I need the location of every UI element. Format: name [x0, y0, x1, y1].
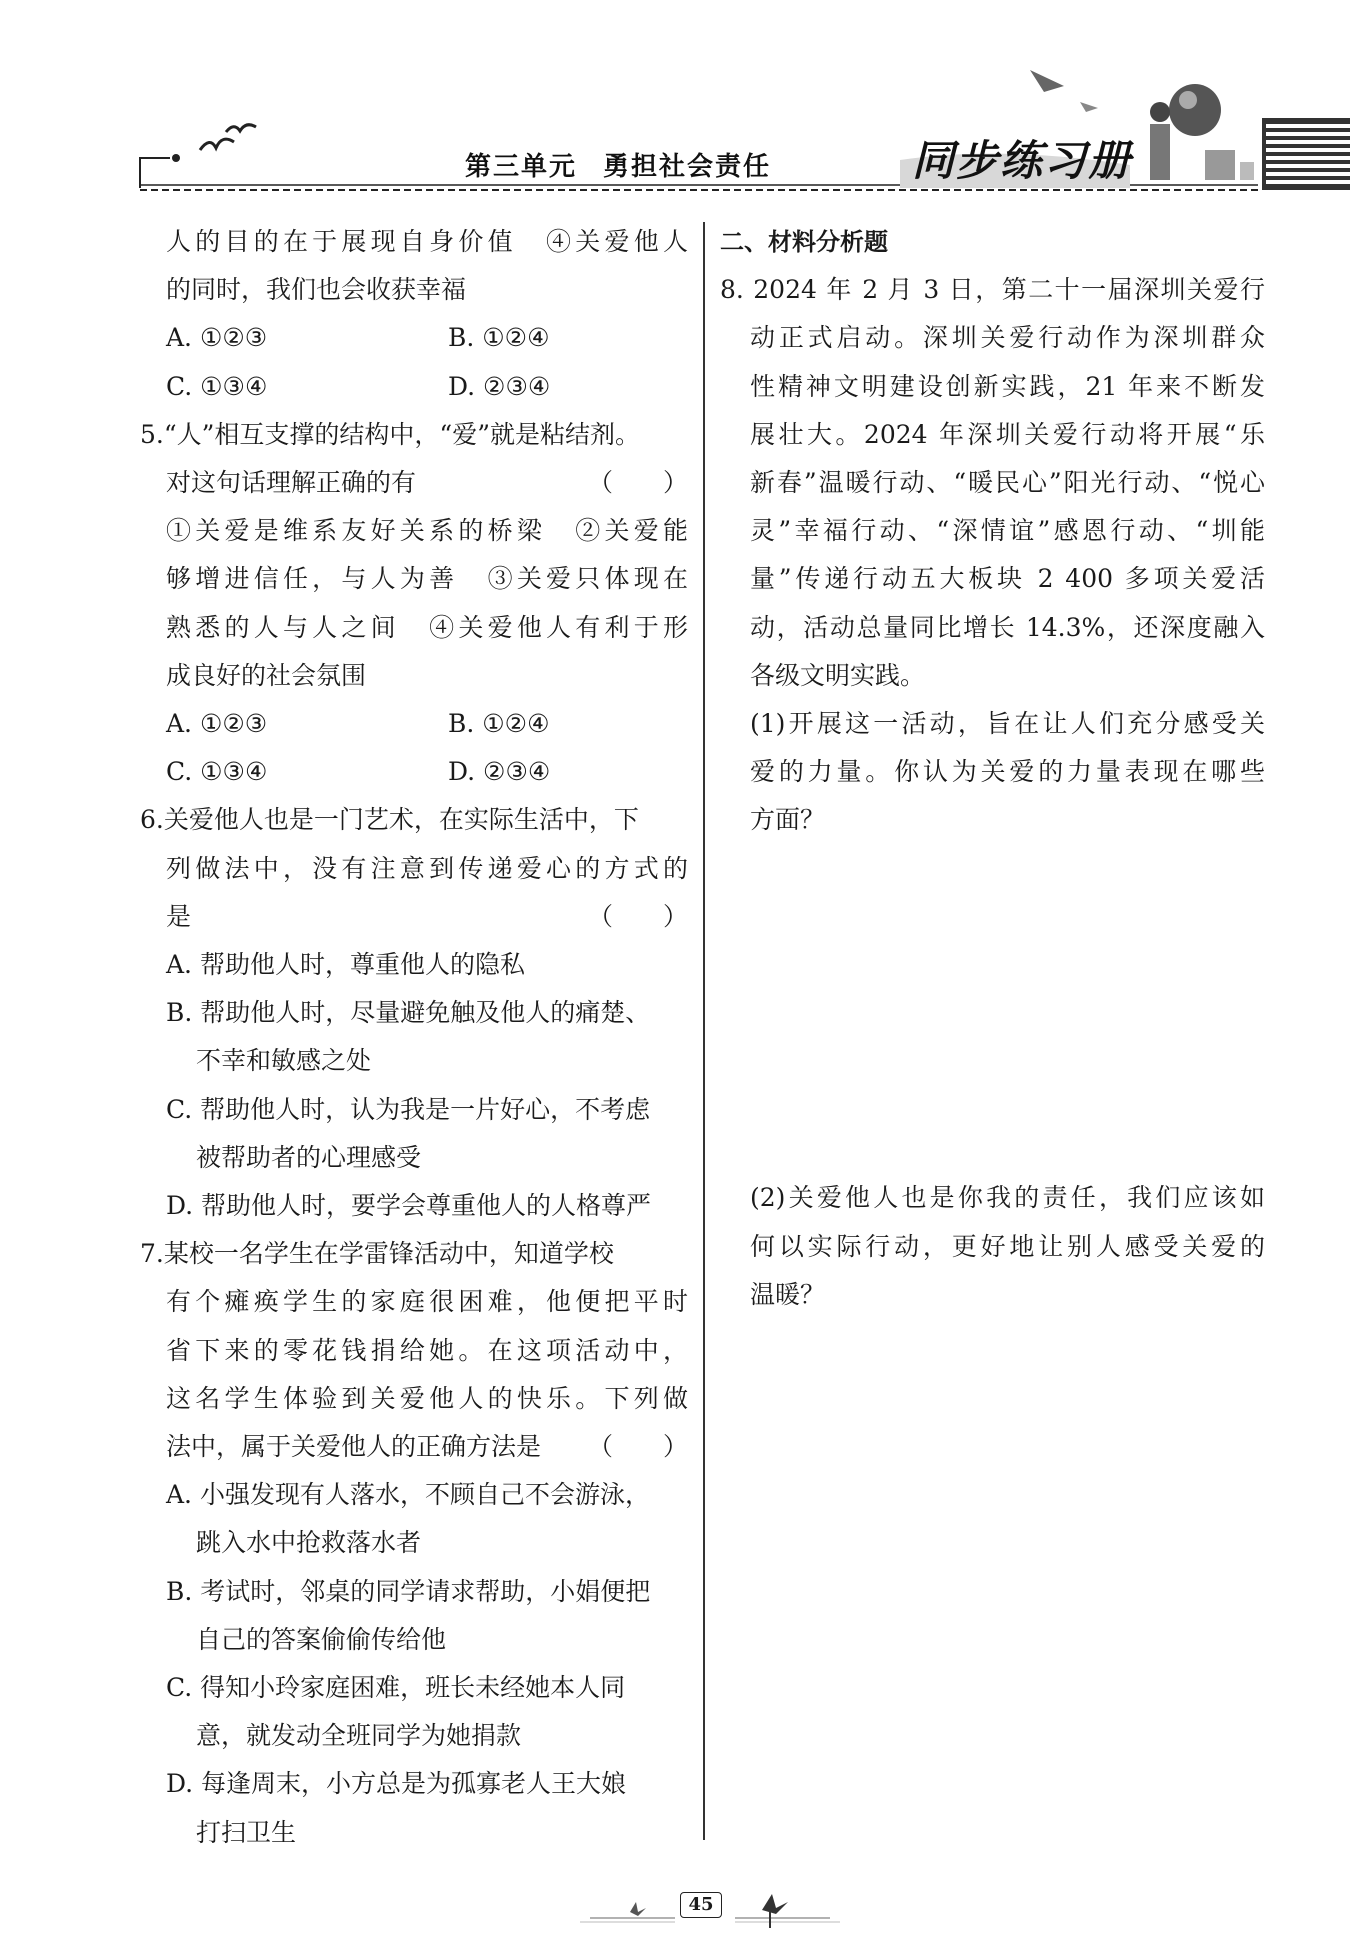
question-5-line: [166, 459, 688, 507]
option: C. 帮助他人时，认为我是一片好心，不考虑: [166, 1094, 651, 1124]
question-5-options: [166, 700, 688, 748]
page-footer: [570, 1882, 850, 1932]
option: B. ①②④: [448, 708, 550, 738]
question-7-text: 法中，属于关爱他人的正确方法是: [166, 1431, 542, 1461]
pinwheel-icon: [762, 1894, 788, 1914]
sub-question-1: 方面？: [750, 805, 826, 835]
globe-icon: [1169, 84, 1221, 136]
question-8-line: 新春”温暖行动、“暖民心”阳光行动、“悦心: [750, 467, 1265, 497]
option: A. ①②③: [166, 708, 268, 738]
brand-logo-text: 同步练习册: [912, 136, 1133, 185]
option: B. ①②④: [448, 323, 550, 353]
option: B. 考试时，邻桌的同学请求帮助，小娟便把: [166, 1576, 651, 1606]
unit-title: [465, 146, 771, 183]
question-4-line: 的同时，我们也会收获幸福: [166, 275, 467, 305]
question-5-line: 成良好的社会氛围: [166, 660, 367, 690]
question-8-line: 灵”幸福行动、“深情谊”感恩行动、“圳能: [750, 516, 1265, 546]
question-8-line: 性精神文明建设创新实践，21 年来不断发: [750, 371, 1265, 401]
sub-question-2: (2)关爱他人也是你我的责任，我们应该如: [750, 1183, 1265, 1213]
question-5-options: [166, 748, 688, 796]
question-5-line: 够增进信任，与人为善 ③关爱只体现在: [166, 564, 688, 594]
sub-question-1: 爱的力量。你认为关爱的力量表现在哪些: [750, 757, 1265, 787]
option: C. 得知小玲家庭困难，班长未经她本人同: [166, 1672, 626, 1702]
question-7-line: 省下来的零花钱捐给她。在这项活动中，: [166, 1335, 688, 1365]
answer-blank: （ ）: [587, 1431, 688, 1461]
paper-plane-icon: [1080, 102, 1098, 112]
question-5-line: ①关爱是维系友好关系的桥梁 ②关爱能: [166, 516, 688, 546]
sub-question-1: (1)开展这一活动，旨在让人们充分感受关: [750, 708, 1265, 738]
question-7-line: [166, 1423, 688, 1471]
question-8-line: 各级文明实践。: [750, 660, 926, 690]
unit-name: 勇担社会责任: [603, 152, 772, 182]
answer-blank: （ ）: [587, 468, 688, 497]
question-5-line: 熟悉的人与人之间 ④关爱他人有利于形: [166, 612, 688, 642]
option: 打扫卫生: [196, 1817, 297, 1847]
option: D. ②③④: [448, 757, 551, 787]
answer-blank: （ ）: [587, 901, 688, 931]
question-4-options: [166, 314, 688, 362]
question-6-line: [166, 893, 688, 941]
question-5-stem: 5.“人”相互支撑的结构中，“爱”就是粘结剂。: [140, 419, 640, 449]
option: 跳入水中抢救落水者: [196, 1528, 422, 1558]
option: A. ①②③: [166, 323, 268, 353]
question-8-line: 8. 2024 年 2 月 3 日，第二十一届深圳关爱行: [720, 275, 1265, 305]
bird-icon: [226, 125, 256, 132]
option: C. ①③④: [166, 757, 268, 787]
question-8-line: 动，活动总量同比增长 14.3%，还深度融入: [750, 612, 1265, 642]
section-title: 二、材料分析题: [720, 228, 888, 256]
unit-number: 第三单元: [465, 152, 578, 182]
option: A. 小强发现有人落水，不顾自己不会游泳，: [166, 1480, 650, 1510]
page-header: [0, 0, 1350, 200]
page-number: 45: [680, 1892, 722, 1918]
question-4-options: [166, 363, 688, 411]
question-6-text: 是: [166, 901, 192, 931]
option: B. 帮助他人时，尽量避免触及他人的痛楚、: [166, 998, 651, 1028]
option: D. 帮助他人时，要学会尊重他人的人格尊严: [166, 1190, 652, 1220]
option: A. 帮助他人时，尊重他人的隐私: [166, 949, 525, 979]
question-5-text: 对这句话理解正确的有: [166, 468, 417, 497]
option: 自己的答案偷偷传给他: [196, 1624, 447, 1654]
question-8-line: 量”传递行动五大板块 2 400 多项关爱活: [750, 564, 1265, 594]
question-7-line: 这名学生体验到关爱他人的快乐。下列做: [166, 1383, 688, 1413]
question-4-line: 人的目的在于展现自身价值 ④关爱他人: [166, 227, 688, 256]
stripe-decoration: [1262, 118, 1350, 190]
option: D. 每逢周末，小方总是为孤寡老人王大娘: [166, 1769, 627, 1799]
right-column: [720, 218, 1265, 1619]
question-7-line: 有个瘫痪学生的家庭很困难，他便把平时: [166, 1287, 688, 1317]
option: 不幸和敏感之处: [196, 1046, 372, 1076]
bird-icon: [200, 139, 234, 150]
answer-space[interactable]: [720, 1319, 1265, 1619]
star-icon: [630, 1902, 646, 1916]
question-8-line: 动正式启动。深圳关爱行动作为深圳群众: [750, 323, 1265, 353]
answer-space[interactable]: [720, 844, 1265, 1174]
option: C. ①③④: [166, 371, 268, 401]
option: 意，就发动全班同学为她捐款: [196, 1721, 522, 1751]
question-6-stem: 6.关爱他人也是一门艺术，在实际生活中，下: [140, 805, 639, 835]
option: D. ②③④: [448, 371, 551, 401]
column-divider: [703, 222, 705, 1840]
option: 被帮助者的心理感受: [196, 1142, 422, 1172]
sub-question-2: 温暖？: [750, 1279, 826, 1309]
sub-question-2: 何以实际行动，更好地让别人感受关爱的: [750, 1231, 1265, 1261]
left-column: [140, 218, 688, 1857]
question-7-stem: 7.某校一名学生在学雷锋活动中，知道学校: [140, 1239, 614, 1269]
question-8-line: 展壮大。2024 年深圳关爱行动将开展“乐: [750, 419, 1265, 449]
paper-plane-icon: [1030, 70, 1064, 92]
question-6-line: 列做法中，没有注意到传递爱心的方式的: [166, 853, 688, 883]
